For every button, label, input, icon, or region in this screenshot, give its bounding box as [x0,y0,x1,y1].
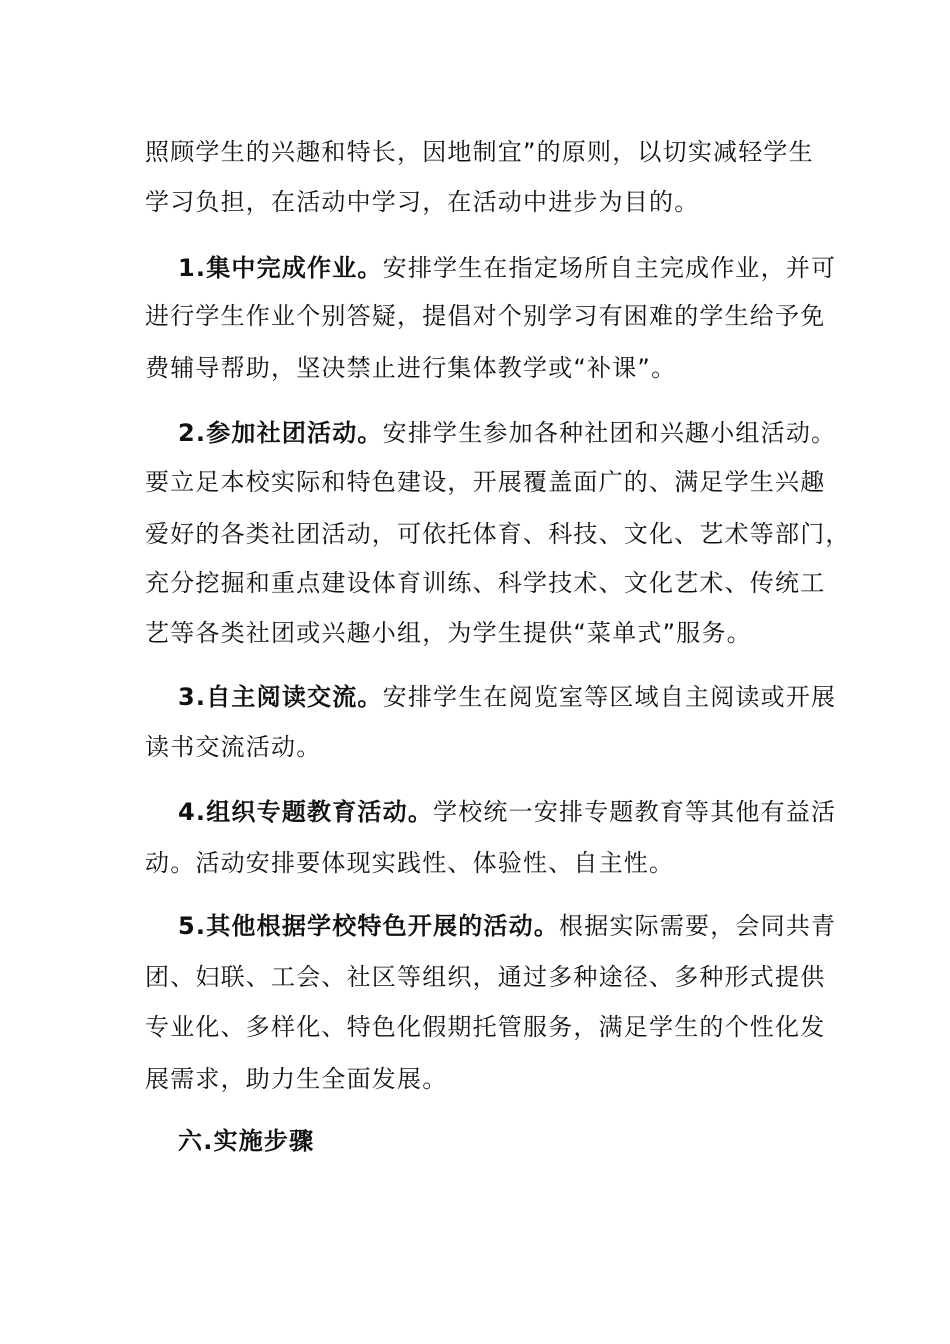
paragraph-text: 根据实际需要，会同共青 [559,912,837,940]
paragraph-line: 进行学生作业个别答疑，提倡对个别学习有困难的学生给予免 [145,302,826,330]
paragraph-text: 学校统一安排专题教育等其他有益活 [433,798,837,826]
paragraph-line: 费辅导帮助，坚决禁止进行集体教学或“补课”。 [145,354,677,382]
paragraph-line: 充分挖掘和重点建设体育训练、科学技术、文化艺术、传统工 [145,569,826,597]
paragraph-line: 照顾学生的兴趣和特长，因地制宜”的原则，以切实减轻学生 [145,138,814,166]
paragraph-first-line [178,911,878,941]
item-heading: 4.组织专题教育活动。 [178,798,434,826]
paragraph-line: 展需求，助力生全面发展。 [145,1065,448,1093]
item-heading: 2.参加社团活动。 [178,419,383,447]
paragraph-line: 要立足本校实际和特色建设，开展覆盖面广的、满足学生兴趣 [145,468,826,496]
paragraph-first-line [178,797,878,827]
item-heading: 1.集中完成作业。 [178,254,383,282]
paragraph-line: 艺等各类社团或兴趣小组，为学生提供“菜单式”服务。 [145,619,752,647]
paragraph-line: 爱好的各类社团活动，可依托体育、科技、文化、艺术等部门， [145,520,851,548]
paragraph-first-line [178,418,878,448]
paragraph-text: 安排学生在指定场所自主完成作业，并可 [382,254,837,282]
paragraph-line: 专业化、多样化、特色化假期托管服务，满足学生的个性化发 [145,1013,826,1041]
paragraph-line: 团、妇联、工会、社区等组织，通过多种途径、多种形式提供 [145,963,826,991]
paragraph-line: 学习负担，在活动中学习，在活动中进步为目的。 [145,188,700,216]
item-heading: 5.其他根据学校特色开展的活动。 [178,912,560,940]
paragraph-text: 安排学生在阅览室等区域自主阅读或开展 [382,683,837,711]
paragraph-line: 动。活动安排要体现实践性、体验性、自主性。 [145,849,675,877]
paragraph-text: 安排学生参加各种社团和兴趣小组活动。 [382,419,837,447]
paragraph-first-line [178,253,878,283]
paragraph-first-line [178,682,878,712]
item-heading: 3.自主阅读交流。 [178,683,383,711]
section-heading: 六.实施步骤 [178,1127,315,1155]
paragraph-line: 读书交流活动。 [145,733,322,761]
